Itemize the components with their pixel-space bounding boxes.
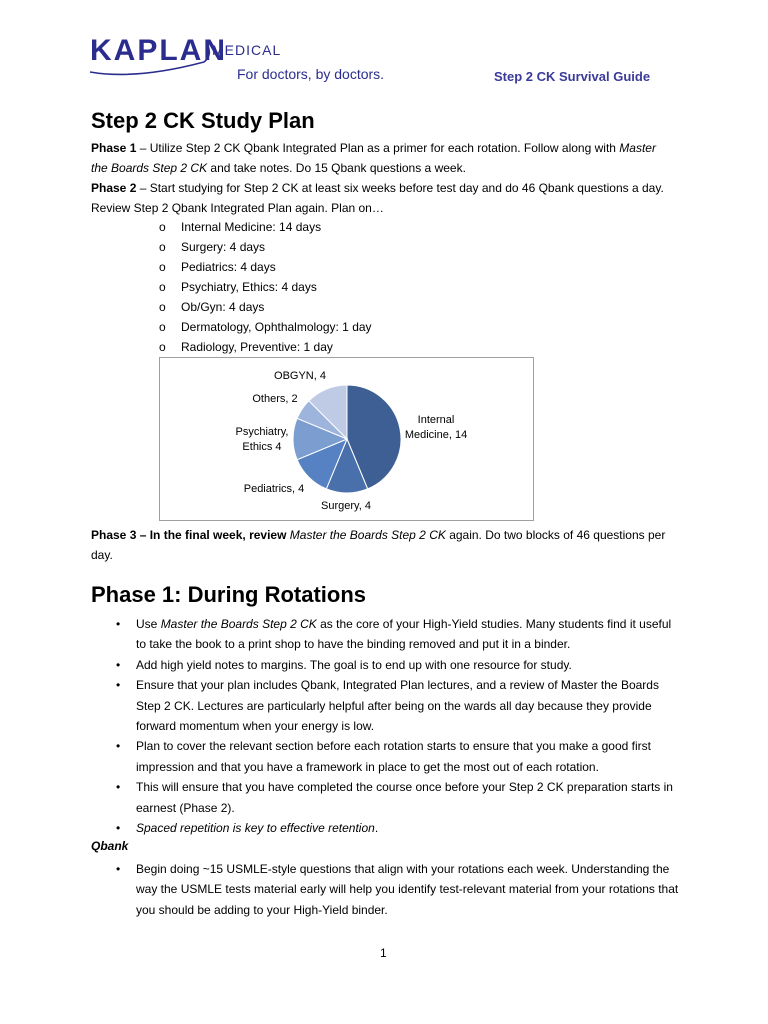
plan-list (159, 217, 372, 357)
qbank-bullet-list (113, 859, 683, 920)
list-item: o Radiology, Preventive: 1 day (159, 340, 333, 354)
list-item: o Internal Medicine: 14 days (159, 220, 322, 234)
list-item: o Surgery: 4 days (159, 240, 266, 254)
phase1-bullet-list (113, 614, 683, 838)
list-item: o Pediatrics: 4 days (159, 260, 276, 274)
page-number: 1 (380, 946, 387, 960)
phase1-heading: Phase 1: During Rotations (91, 582, 367, 607)
pie-slice-label: Pediatrics, 4 (243, 483, 305, 495)
pie-slice-label: Surgery, 4 (321, 500, 371, 512)
list-item: • Plan to cover the relevant section before each rotation starts to ensure that you make a good first impression and that you have a framework in place to get the most out of each rotation. (116, 739, 651, 774)
logo-tagline: For doctors, by doctors. (237, 66, 385, 82)
pie-chart (159, 357, 534, 521)
guide-title: Step 2 CK Survival Guide (494, 69, 651, 84)
list-item: • Add high yield notes to margins. The goal is to end up with one resource for study. (116, 657, 572, 672)
phase1-label: Phase 1 (91, 141, 137, 155)
study-plan-heading: Step 2 CK Study Plan (91, 108, 315, 133)
phase3-label: Phase 3 (91, 528, 137, 542)
logo-kaplan: KAPLAN (90, 34, 227, 67)
pie-slice-label: Internal Medicine, 14 (404, 414, 468, 441)
phase3-paragraph: Phase 3 – In the final week, review Master the Boards Step 2 CK again. Do two blocks of 46 questions per day. (91, 528, 666, 562)
qbank-heading: Qbank (91, 839, 129, 853)
list-item: o Psychiatry, Ethics: 4 days (159, 280, 317, 294)
list-item: • Begin doing ~15 USMLE-style questions that align with your rotations each week. Understanding the way the USMLE tests material early will help you identify test-relevant material from your rotations that you should be adding to your High-Yield binder. (116, 862, 679, 917)
list-item: • Ensure that your plan includes Qbank, Integrated Plan lectures, and a review of Master the Boards Step 2 CK. Lectures are particularly helpful after being on the wards all day because they provide forward momentum when your energy is low. (116, 678, 659, 734)
pie-slice-label: Psychiatry, Ethics 4 (235, 426, 289, 453)
phase1-paragraph: Phase 1 – Utilize Step 2 CK Qbank Integrated Plan as a primer for each rotation. Follow along with Master the Boards Step 2 CK and take notes. Do 15 Qbank questions a week. (91, 141, 656, 175)
list-item: • Use Master the Boards Step 2 CK as the core of your High-Yield studies. Many students find it useful to take the book to a print shop to have the binding removed and put it in a binder. (116, 617, 672, 652)
list-item: • Spaced repetition is key to effective retention. (116, 821, 379, 836)
phase2-paragraph: Phase 2 – Start studying for Step 2 CK at least six weeks before test day and do 46 Qbank questions a day. Review Step 2 Qbank Integrated Plan again. Plan on… (91, 181, 664, 215)
phase2-label: Phase 2 (91, 181, 137, 195)
pie-slice-label: Others, 2 (252, 393, 298, 405)
logo-medical: MEDICAL (212, 42, 282, 58)
pie-chart-svg (160, 358, 533, 520)
list-item: o Dermatology, Ophthalmology: 1 day (159, 320, 372, 334)
list-item: • This will ensure that you have completed the course once before your Step 2 CK preparation starts in earnest (Phase 2). (116, 780, 673, 815)
list-item: o Ob/Gyn: 4 days (159, 300, 265, 314)
pie-slice-label: OBGYN, 4 (274, 370, 326, 382)
